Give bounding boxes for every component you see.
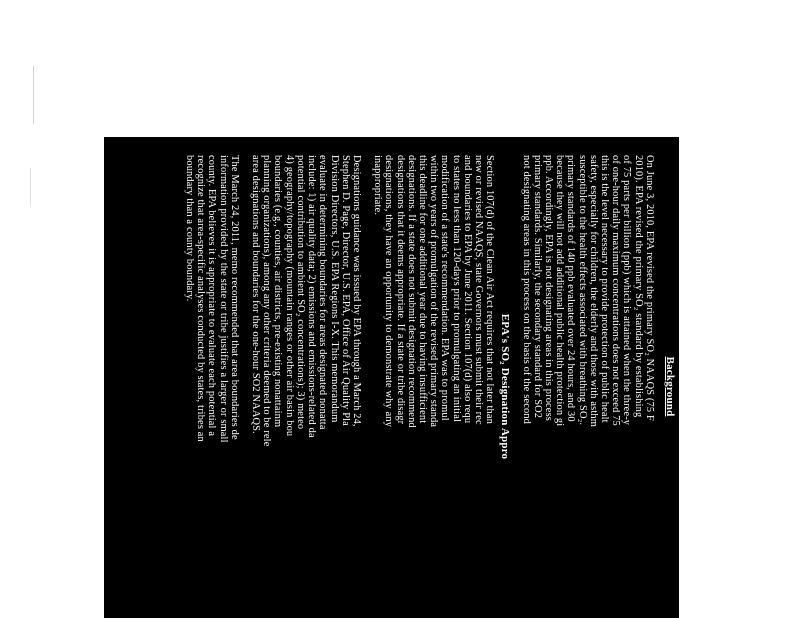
text-line: of one-hour daily maximum concentrations does not exceed 75 (610, 155, 622, 426)
text-line: Division Directors, U.S. EPA Regions I-X. This memorandum (328, 155, 340, 423)
text-line: designations, they have an opportunity to demonstrate why any (383, 155, 395, 428)
text-line: evaluate in determining boundaries for areas designated nonatta (317, 155, 329, 430)
text-line: and boundaries to EPA by June 2011. Section 107(d) also requ (461, 155, 473, 424)
scan-margin-mark (33, 66, 34, 124)
text-line: inappropriate. (372, 155, 384, 216)
text-line: to states no less than 120-days prior to promulgating an initial (450, 155, 462, 423)
text-line: information provided by the state or tribe justifies a larger or small (217, 155, 229, 443)
text-line: not designating areas in this process on the basis of the second (520, 155, 532, 425)
paragraph-section-107d (372, 155, 495, 618)
text-line: of 75 parts per billion (ppb) which is attained when the three-y (621, 155, 633, 426)
text-line: new or revised NAAQS, state Governors must submit their rec (472, 155, 484, 425)
text-line: modification of a state's recommendation. EPA was to promul (439, 155, 451, 421)
text-line: Section 107(d) of the Clean Air Act requires that not later than (484, 155, 496, 425)
text-line: area designations and boundaries for the one-hour SO2 NAAQS. (250, 155, 262, 434)
text-line: within two years of promulgation of the revised primary standa (428, 155, 440, 428)
text-line: recognize that area-specific analyses conducted by states, tribes an (195, 155, 207, 442)
text-line: planning organizations), among any other criteria deemed to be rele (261, 155, 273, 447)
text-line: Designations guidance was issued by EPA through a March 24, (350, 155, 362, 427)
text-line: boundary than a county boundary. (184, 155, 196, 302)
text-line: 4) geography/topography (mountain ranges or other air basin bou (283, 155, 295, 437)
paragraph-background (520, 155, 654, 618)
text-line: this deadline for one additional year due to having insufficient (416, 155, 428, 424)
paragraph-march-memo (184, 155, 240, 618)
text-line: this is the level necessary to provide protection of public healt (598, 155, 610, 423)
text-line: designations. If a state does not submit designation recommend (405, 155, 417, 428)
text-line: The March 24, 2011, memo recommended that area boundaries de (228, 155, 240, 440)
text-line: susceptible to the health effects associated with breathing SO₂. (576, 155, 588, 426)
text-line: On June 3, 2010, EPA revised the primary SO₂ NAAQS (75 F (643, 155, 655, 421)
paragraph-designations-guidance (250, 155, 362, 618)
text-line: primary standards. Similarly, the secondary standard for SO2 (531, 155, 543, 419)
text-line: primary standards of 140 ppb evaluated over 24 hours, and 30 (565, 155, 577, 422)
scan-margin-mark (30, 168, 31, 206)
text-line: include: 1) air quality data; 2) emissions and emissions-related da (306, 155, 318, 438)
text-line: because they will not add additional public health protection gi (554, 155, 566, 427)
section-heading: Background (664, 356, 676, 417)
text-line: potential contribution to ambient SO₂ concentrations); 3) meteo (294, 155, 306, 430)
text-line: 2010). EPA revised the primary SO₂ standard by establishing (632, 155, 644, 418)
text-line: Stephen D. Page, Director, U.S. EPA, Office of Air Quality Pla (339, 155, 351, 426)
text-line: designations that it deems appropriate. If a state or tribe disagr (394, 155, 406, 425)
section-subheading: EPA's SO₂ Designation Appro (499, 313, 512, 460)
text-line: boundaries (e.g., counties, air districts, pre-existing nonattainm (272, 155, 284, 428)
text-line: safety, especially for children, the elderly and those with asthm (587, 155, 599, 427)
rotated-scanned-page (104, 137, 679, 618)
document-body (104, 137, 679, 618)
text-line: ppb. Accordingly, EPA is not designating areas in this process (542, 155, 554, 421)
text-line: county. EPA believes it is appropriate to evaluate each potential a (206, 155, 218, 437)
